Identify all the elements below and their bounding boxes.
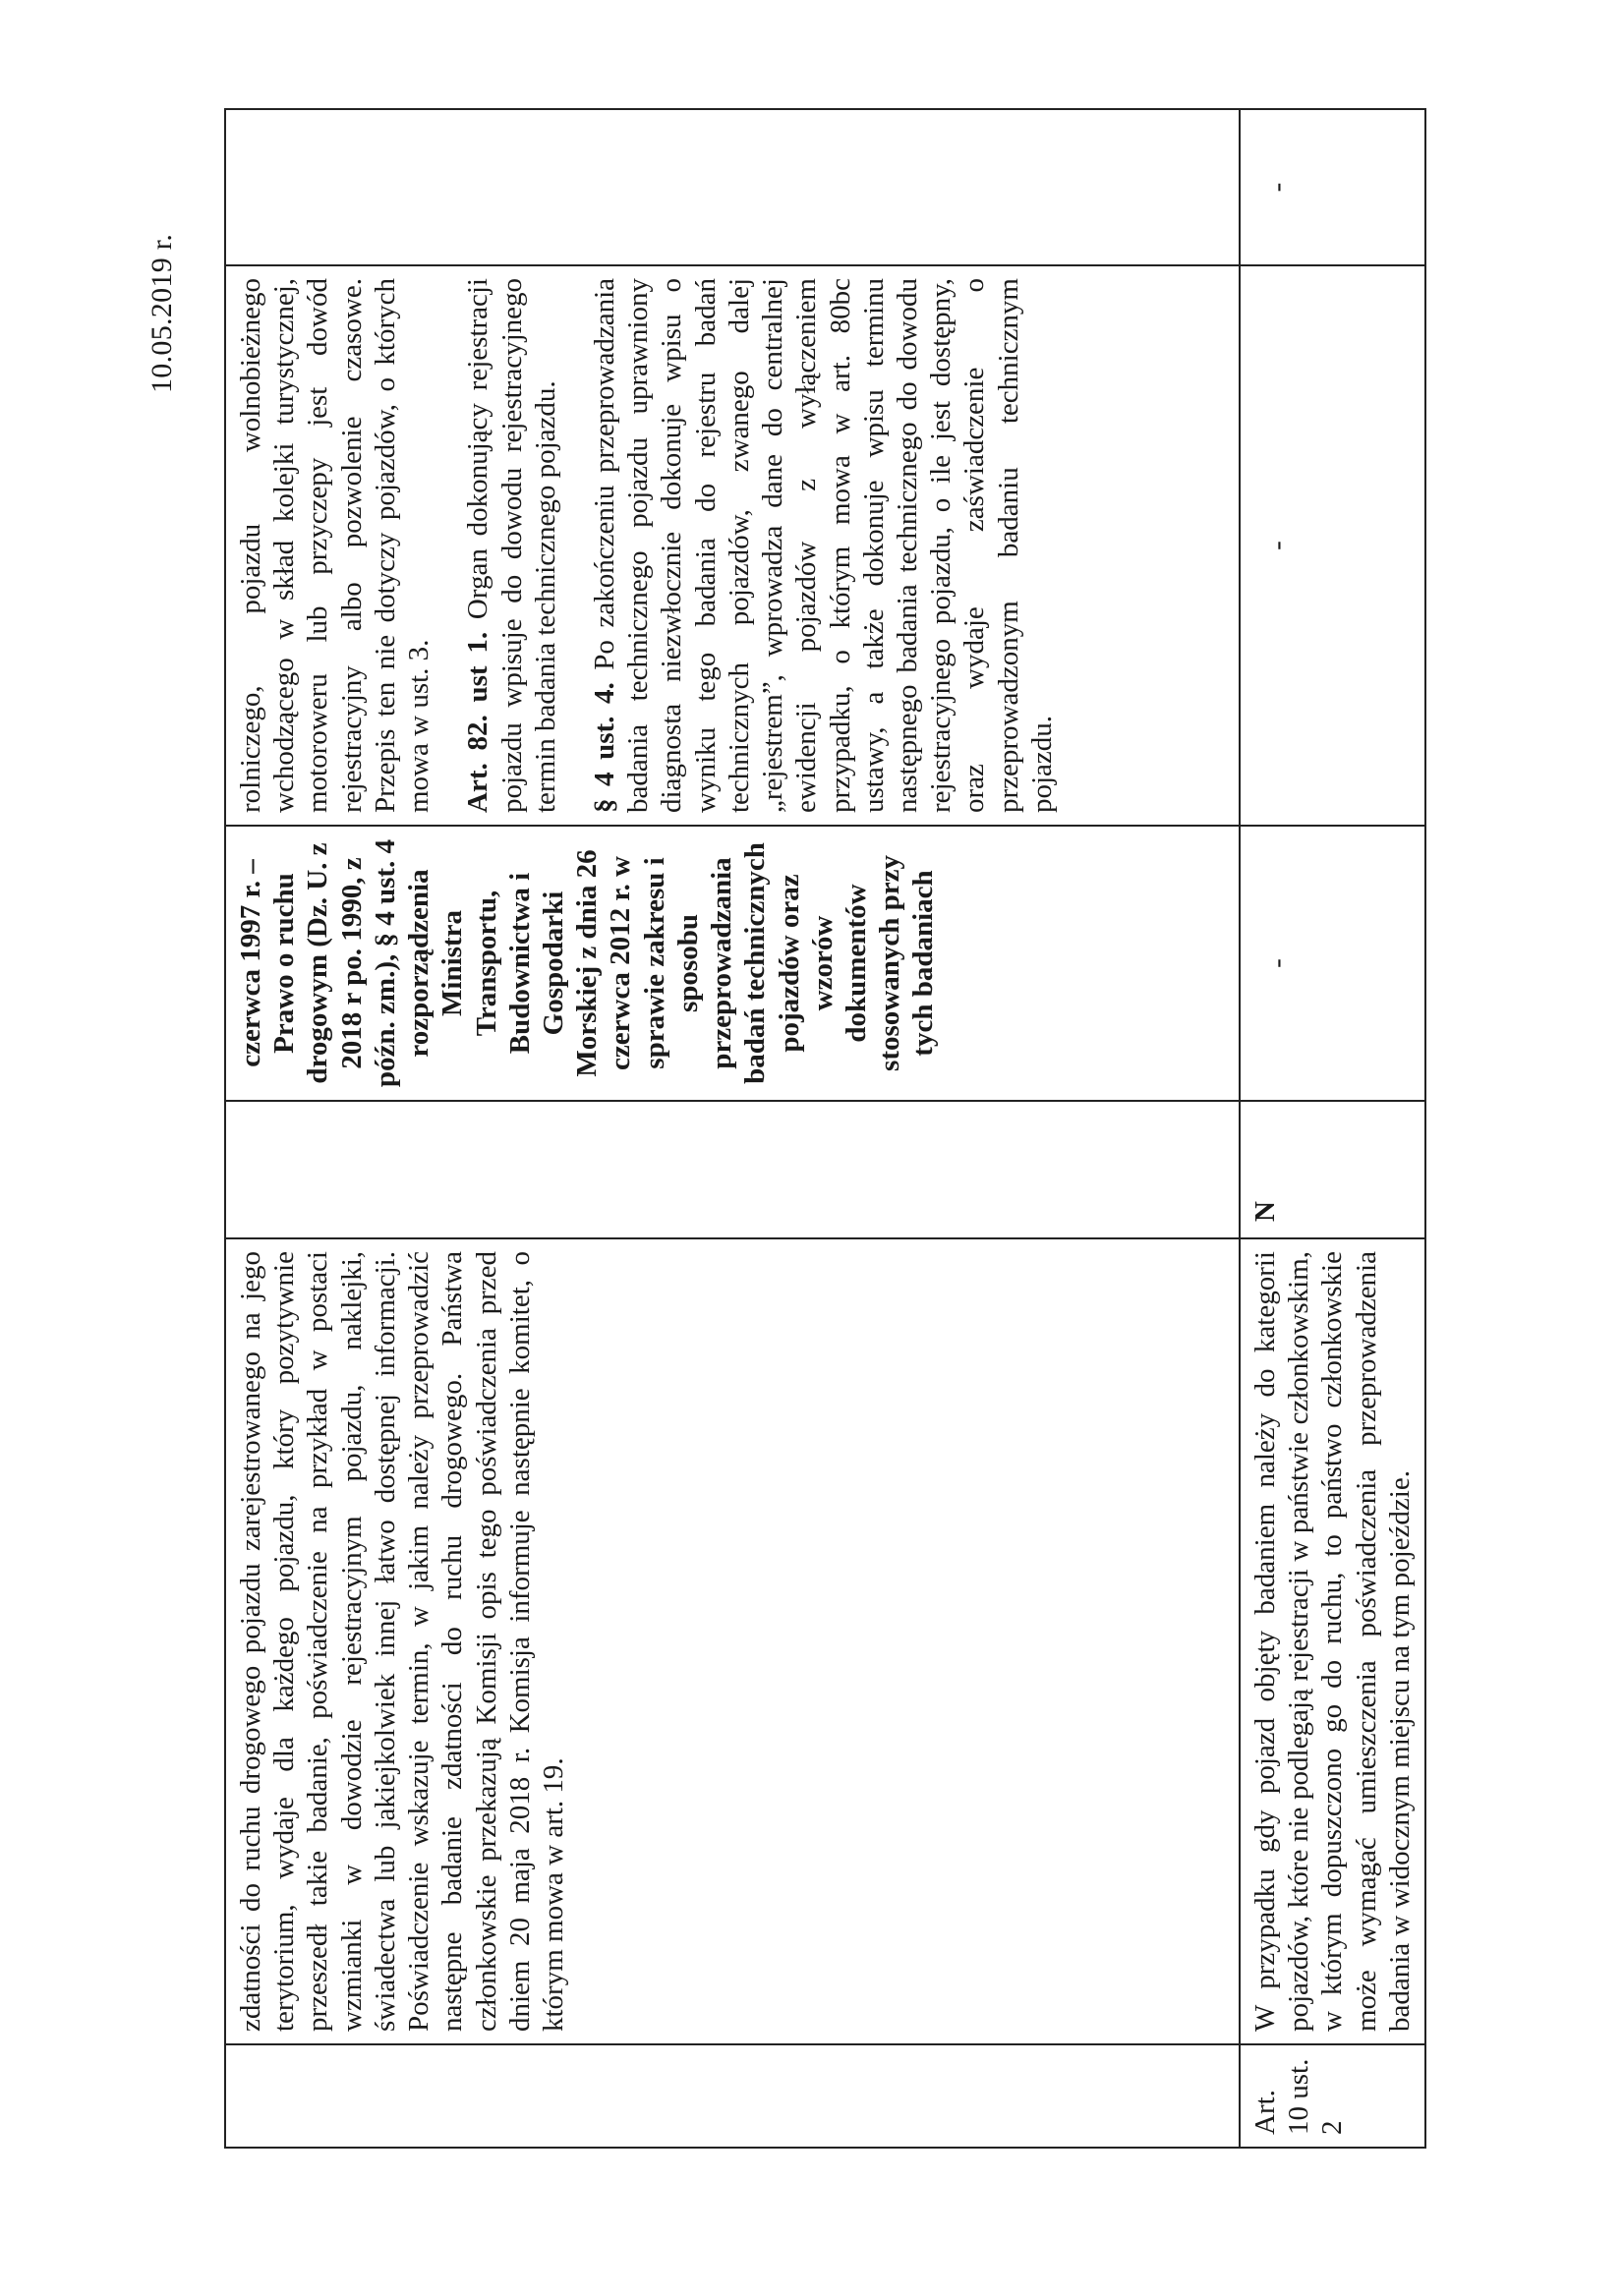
document-date: 10.05.2019 r.: [145, 233, 178, 393]
note-cell: [225, 109, 1240, 265]
provision-text: Po zakończeniu przeprowadzania badania technicznego pojazdu uprawniony diagnosta niezwłocznie dokonuje wpisu o wyniku tego badania do rejestru badań technicznych pojazdów, zwanego dalej „rejestrem”, wprowadza dane do centralnej ewidencji pojazdów z wyłączeniem przypadku, o którym mowa w art. 80bc ustawy, a także dokonuje wpisu terminu następnego badania technicznego do dowodu rejestracyjnego pojazdu, o ile jest dostępny, oraz wydaje zaświadczenie o przeprowadzonym badaniu technicznym pojazdu.: [588, 277, 1058, 813]
directive-text-cell: zdatności do ruchu drogowego pojazdu zarejestrowanego na jego terytorium, wydaje dla każdego pojazdu, który pozytywnie przeszedł takie badanie, poświadczenie na przykład w postaci wzmianki w dowodzie rejestracyjnym pojazdu, naklejki, świadectwa lub jakiejkolwiek innej łatwo dostępnej informacji. Poświadczenie wskazuje termin, w jakim należy przeprowadzić następne badanie zdatności do ruchu drogowego. Państwa członkowskie przekazują Komisji opis tego poświadczenia przed dniem 20 maja 2018 r. Komisja informuje następnie komitet, o którym mowa w art. 19.: [225, 1238, 1240, 2044]
provision-text: Organ dokonujący rejestracji pojazdu wpisuje do dowodu rejestracyjnego termin badania technicznego pojazdu.: [462, 278, 561, 813]
mark-cell: [225, 1101, 1240, 1238]
provision-lead: Art. 82. ust 1.: [462, 631, 494, 813]
provision-paragraph: rolniczego, pojazdu wolnobieżnego wchodzącego w skład kolejki turystycznej, motoroweru lub przyczepy jest dowód rejestracyjny albo pozwolenie czasowe. Przepis ten nie dotyczy pojazdów, o których mowa w ust. 3.: [235, 278, 435, 813]
provision-paragraph: [461, 278, 562, 813]
note-cell: -: [1240, 109, 1425, 265]
article-cell: Art. 10 ust. 2: [1240, 2044, 1425, 2148]
polish-provision-cell: [225, 265, 1240, 826]
transposition-table: [224, 108, 1426, 2149]
directive-text-cell: W przypadku gdy pojazd objęty badaniem należy do kategorii pojazdów, które nie podlegają rejestracji w państwie członkowskim, w którym dopuszczono go do ruchu, to państwo członkowskie może wymagać umieszczenia poświadczenia przeprowadzenia badania w widocznym miejscu na tym pojeździe.: [1240, 1238, 1425, 2044]
article-cell: [225, 2044, 1240, 2148]
polish-act-cell: -: [1240, 826, 1425, 1101]
polish-act-cell: czerwca 1997 r. – Prawo o ruchu drogowym (Dz. U. z 2018 r po. 1990, z późn. zm.), § 4 ust. 4 rozporządzenia Ministra Transportu, Budownictwa i Gospodarki Morskiej z dnia 26 czerwca 2012 r. w sprawie zakresu i sposobu przeprowadzania badań technicznych pojazdów oraz wzorów dokumentów stosowanych przy tych badaniach: [225, 826, 1240, 1101]
table-row: [225, 109, 1240, 2148]
polish-provision-cell: -: [1240, 265, 1425, 826]
provision-paragraph: [588, 278, 1059, 813]
table-row: [1240, 109, 1425, 2148]
mark-cell: N: [1240, 1101, 1425, 1238]
provision-lead: § 4 ust. 4.: [588, 682, 620, 813]
